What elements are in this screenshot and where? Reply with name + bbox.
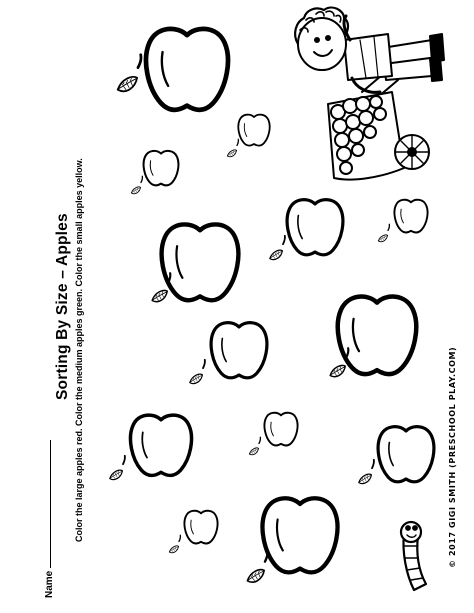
apple-large-4: [247, 498, 337, 582]
apple-small-1: [227, 115, 269, 157]
apple-large-1: [118, 29, 228, 110]
apple-large-3: [330, 297, 416, 377]
apple-medium-4: [359, 427, 434, 484]
name-underline: [50, 440, 51, 568]
apple-medium-1: [270, 200, 343, 260]
apple-medium-3: [110, 415, 192, 479]
worksheet-title: Sorting By Size – Apples: [54, 213, 71, 400]
name-field: [44, 440, 55, 598]
apple-small-5: [169, 511, 217, 553]
apple-large-2: [152, 224, 238, 301]
apple-small-3: [378, 200, 427, 242]
boy-with-wheelbarrow-illustration: [295, 8, 444, 180]
apple-small-2: [131, 151, 178, 194]
copyright-credit: © 2017 GIGI SMITH (PRESCHOOL PLAY.COM): [448, 346, 457, 568]
apple-medium-2: [190, 323, 267, 384]
worm-illustration: [401, 522, 426, 590]
worksheet-instructions: Color the large apples red. Color the medium apples green. Color the small apples yellow.: [74, 158, 84, 542]
name-label: Name: [44, 570, 55, 598]
apple-small-4: [249, 413, 297, 455]
worksheet-title-block: [54, 213, 72, 400]
